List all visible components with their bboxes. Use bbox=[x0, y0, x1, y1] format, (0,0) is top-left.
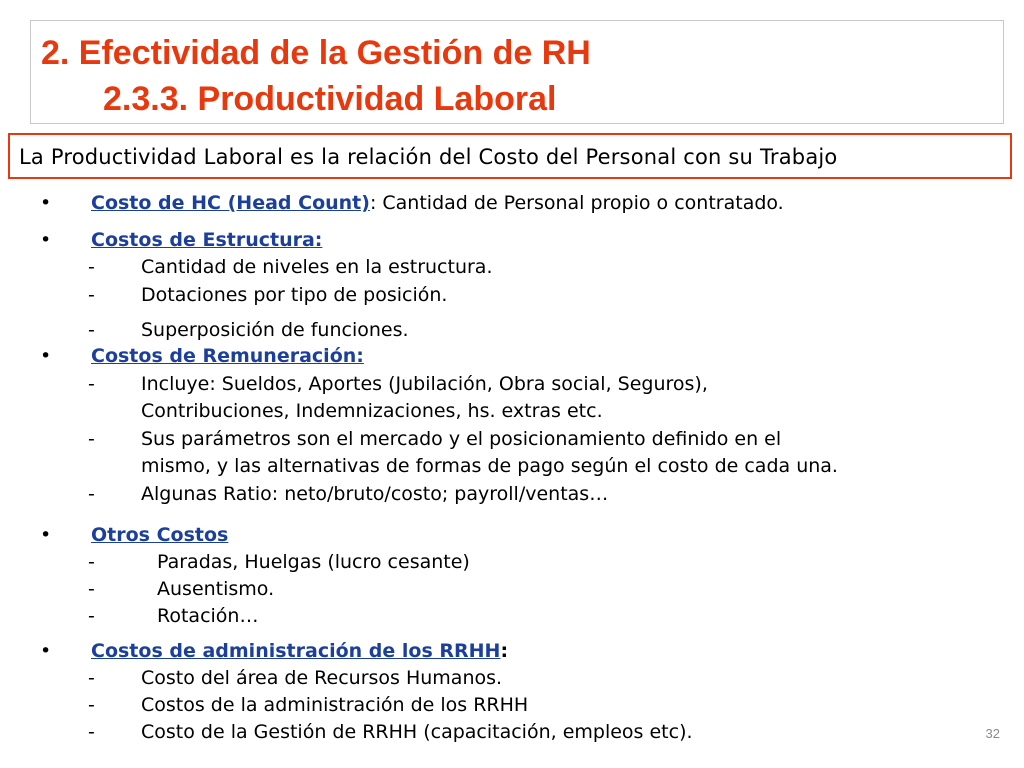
rrhh-item: Costo del área de Recursos Humanos. bbox=[141, 667, 503, 689]
dash-marker: - bbox=[88, 256, 95, 278]
dash-marker: - bbox=[88, 483, 95, 505]
section-hc bbox=[91, 190, 784, 216]
rrhh-heading-link[interactable]: Costos de administración de los RRHH bbox=[91, 640, 501, 662]
rrhh-heading-colon: : bbox=[500, 640, 509, 662]
dash-marker: - bbox=[88, 694, 95, 716]
rrhh-item: Costos de la administración de los RRHH bbox=[141, 694, 529, 716]
title-box bbox=[30, 20, 1004, 124]
dash-marker: - bbox=[88, 667, 95, 689]
page-number: 32 bbox=[985, 726, 1000, 741]
estructura-heading-link[interactable]: Costos de Estructura: bbox=[91, 229, 323, 251]
dash-marker: - bbox=[88, 605, 95, 627]
dash-marker: - bbox=[88, 578, 95, 600]
section-estructura bbox=[91, 227, 322, 253]
section-remuneracion bbox=[91, 343, 364, 369]
slide-subtitle: 2.3.3. Productividad Laboral bbox=[103, 80, 557, 118]
section-otros bbox=[91, 522, 228, 548]
estructura-item: Cantidad de niveles en la estructura. bbox=[141, 256, 493, 278]
dash-marker: - bbox=[88, 373, 95, 395]
slide-title: 2. Efectividad de la Gestión de RH bbox=[41, 34, 591, 72]
hc-heading-link[interactable]: Costo de HC (Head Count) bbox=[91, 192, 370, 214]
bullet-icon: • bbox=[40, 229, 52, 251]
remuneracion-item: Algunas Ratio: neto/bruto/costo; payroll/ventas… bbox=[141, 483, 609, 505]
hc-description: : Cantidad de Personal propio o contratado. bbox=[369, 192, 784, 214]
otros-item: Rotación… bbox=[157, 605, 259, 627]
remuneracion-heading-link[interactable]: Costos de Remuneración: bbox=[91, 345, 364, 367]
dash-marker: - bbox=[88, 428, 95, 450]
remuneracion-item: Sus parámetros son el mercado y el posicionamiento definido en el bbox=[141, 428, 782, 450]
bullet-icon: • bbox=[40, 640, 52, 662]
estructura-item: Superposición de funciones. bbox=[141, 319, 409, 341]
otros-item: Ausentismo. bbox=[157, 578, 275, 600]
remuneracion-item-continued: Contribuciones, Indemnizaciones, hs. extras etc. bbox=[141, 400, 603, 422]
definition-box bbox=[8, 133, 1012, 179]
bullet-icon: • bbox=[40, 192, 52, 214]
dash-marker: - bbox=[88, 284, 95, 306]
definition-text: La Productividad Laboral es la relación del Costo del Personal con su Trabajo bbox=[19, 145, 838, 169]
otros-heading-link[interactable]: Otros Costos bbox=[91, 524, 229, 546]
otros-item: Paradas, Huelgas (lucro cesante) bbox=[157, 551, 470, 573]
bullet-icon: • bbox=[40, 524, 52, 546]
remuneracion-item-continued: mismo, y las alternativas de formas de pago según el costo de cada una. bbox=[141, 455, 838, 477]
rrhh-item: Costo de la Gestión de RRHH (capacitación, empleos etc). bbox=[141, 721, 693, 743]
estructura-item: Dotaciones por tipo de posición. bbox=[141, 284, 448, 306]
section-rrhh bbox=[91, 638, 508, 664]
bullet-icon: • bbox=[40, 345, 52, 367]
remuneracion-item: Incluye: Sueldos, Aportes (Jubilación, Obra social, Seguros), bbox=[141, 373, 708, 395]
dash-marker: - bbox=[88, 551, 95, 573]
dash-marker: - bbox=[88, 721, 95, 743]
dash-marker: - bbox=[88, 319, 95, 341]
